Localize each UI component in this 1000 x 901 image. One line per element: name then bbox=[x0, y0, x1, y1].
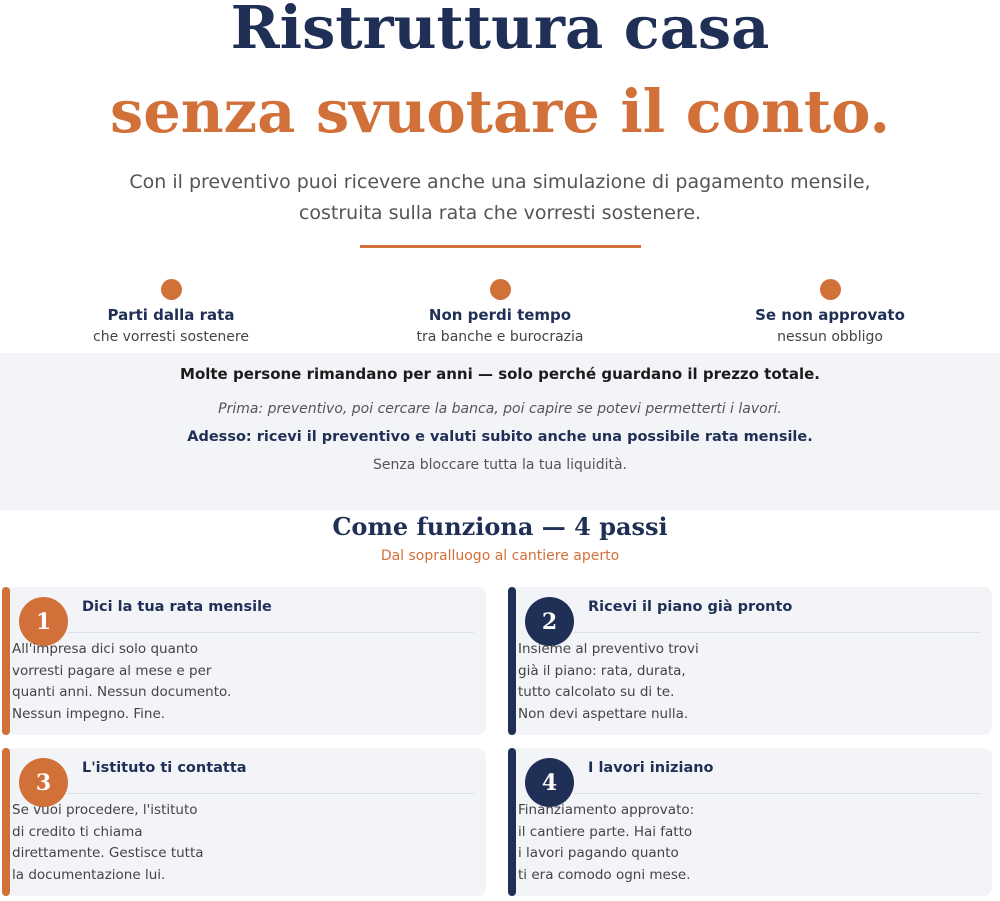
step-divider bbox=[574, 793, 980, 794]
how-subtitle: Dal sopralluogo al cantiere aperto bbox=[380, 548, 620, 564]
step-text-line: di credito ti chiama bbox=[12, 823, 143, 840]
feature-title: Parti dalla rata bbox=[107, 306, 235, 324]
step-text-line: All'impresa dici solo quanto bbox=[12, 641, 198, 657]
step-title: I lavori iniziano bbox=[588, 760, 714, 776]
hero-lead-line2: costruita sulla rata che vorresti sostenere. bbox=[298, 202, 702, 224]
step-title: Dici la tua rata mensile bbox=[82, 599, 272, 615]
step-text-line: il cantiere parte. Hai fatto bbox=[518, 823, 693, 840]
step-number-badge: 2 bbox=[525, 597, 574, 646]
step-divider bbox=[574, 632, 980, 633]
step-text-line: la documentazione lui. bbox=[12, 866, 166, 883]
step-text-line: già il piano: rata, durata, bbox=[518, 662, 686, 679]
step-number-badge: 3 bbox=[19, 758, 68, 807]
step-card bbox=[508, 587, 992, 735]
step-text bbox=[518, 800, 694, 886]
feature-dot-icon bbox=[820, 279, 841, 300]
step-text-line: Finanziamento approvato: bbox=[518, 802, 695, 818]
step-accent-bar bbox=[508, 748, 516, 896]
how-title: Come funziona — 4 passi bbox=[332, 512, 668, 541]
step-number-badge: 1 bbox=[19, 597, 68, 646]
step-text-line: Nessun impegno. Fine. bbox=[12, 705, 166, 722]
highlight-panel bbox=[0, 353, 1000, 510]
feature-subtitle: che vorresti sostenere bbox=[93, 329, 249, 345]
step-text-line: vorresti pagare al mese e per bbox=[12, 662, 212, 679]
step-accent-bar bbox=[2, 748, 10, 896]
step-text-line: ti era comodo ogni mese. bbox=[518, 866, 691, 883]
step-accent-bar bbox=[508, 587, 516, 735]
feature-title: Non perdi tempo bbox=[428, 306, 572, 324]
step-title: L'istituto ti contatta bbox=[82, 760, 247, 776]
step-text-line: Insieme al preventivo trovi bbox=[518, 641, 699, 657]
step-text bbox=[518, 639, 699, 725]
step-text-line: direttamente. Gestisce tutta bbox=[12, 845, 204, 861]
step-accent-bar bbox=[2, 587, 10, 735]
step-card bbox=[2, 748, 486, 896]
feature-item bbox=[705, 279, 955, 348]
feature-subtitle: nessun obbligo bbox=[777, 329, 883, 345]
features-row bbox=[0, 279, 1000, 351]
hero bbox=[0, 0, 1000, 168]
step-text-line: i lavori pagando quanto bbox=[518, 845, 679, 861]
hero-lead-line1: Con il preventivo puoi ricevere anche una simulazione di pagamento mensile, bbox=[129, 171, 871, 193]
step-text-line: quanti anni. Nessun documento. bbox=[12, 684, 232, 700]
step-text bbox=[12, 800, 204, 886]
step-text bbox=[12, 639, 231, 725]
feature-title: Se non approvato bbox=[755, 306, 905, 324]
step-text-line: Se vuoi procedere, l'istituto bbox=[12, 802, 198, 818]
highlight-headline: Molte persone rimandano per anni — solo perché guardano il prezzo totale. bbox=[180, 365, 820, 383]
step-card bbox=[2, 587, 486, 735]
step-card bbox=[508, 748, 992, 896]
hero-divider bbox=[360, 245, 641, 248]
feature-item bbox=[375, 279, 625, 348]
feature-dot-icon bbox=[490, 279, 511, 300]
feature-dot-icon bbox=[161, 279, 182, 300]
step-divider bbox=[68, 632, 474, 633]
hero-title-line1: Ristruttura casa bbox=[230, 0, 770, 62]
highlight-now: Adesso: ricevi il preventivo e valuti subito anche una possibile rata mensile. bbox=[187, 429, 813, 445]
feature-item bbox=[46, 279, 296, 348]
feature-subtitle: tra banche e burocrazia bbox=[416, 329, 584, 345]
hero-title-line2: senza svuotare il conto. bbox=[110, 77, 890, 146]
highlight-note: Senza bloccare tutta la tua liquidità. bbox=[373, 457, 627, 473]
step-title: Ricevi il piano già pronto bbox=[588, 599, 793, 615]
step-text-line: Non devi aspettare nulla. bbox=[518, 705, 689, 722]
step-divider bbox=[68, 793, 474, 794]
hero-lead bbox=[0, 167, 1000, 229]
highlight-before: Prima: preventivo, poi cercare la banca, poi capire se potevi permetterti i lavori. bbox=[218, 401, 782, 417]
step-text-line: tutto calcolato su di te. bbox=[518, 684, 675, 700]
step-number-badge: 4 bbox=[525, 758, 574, 807]
